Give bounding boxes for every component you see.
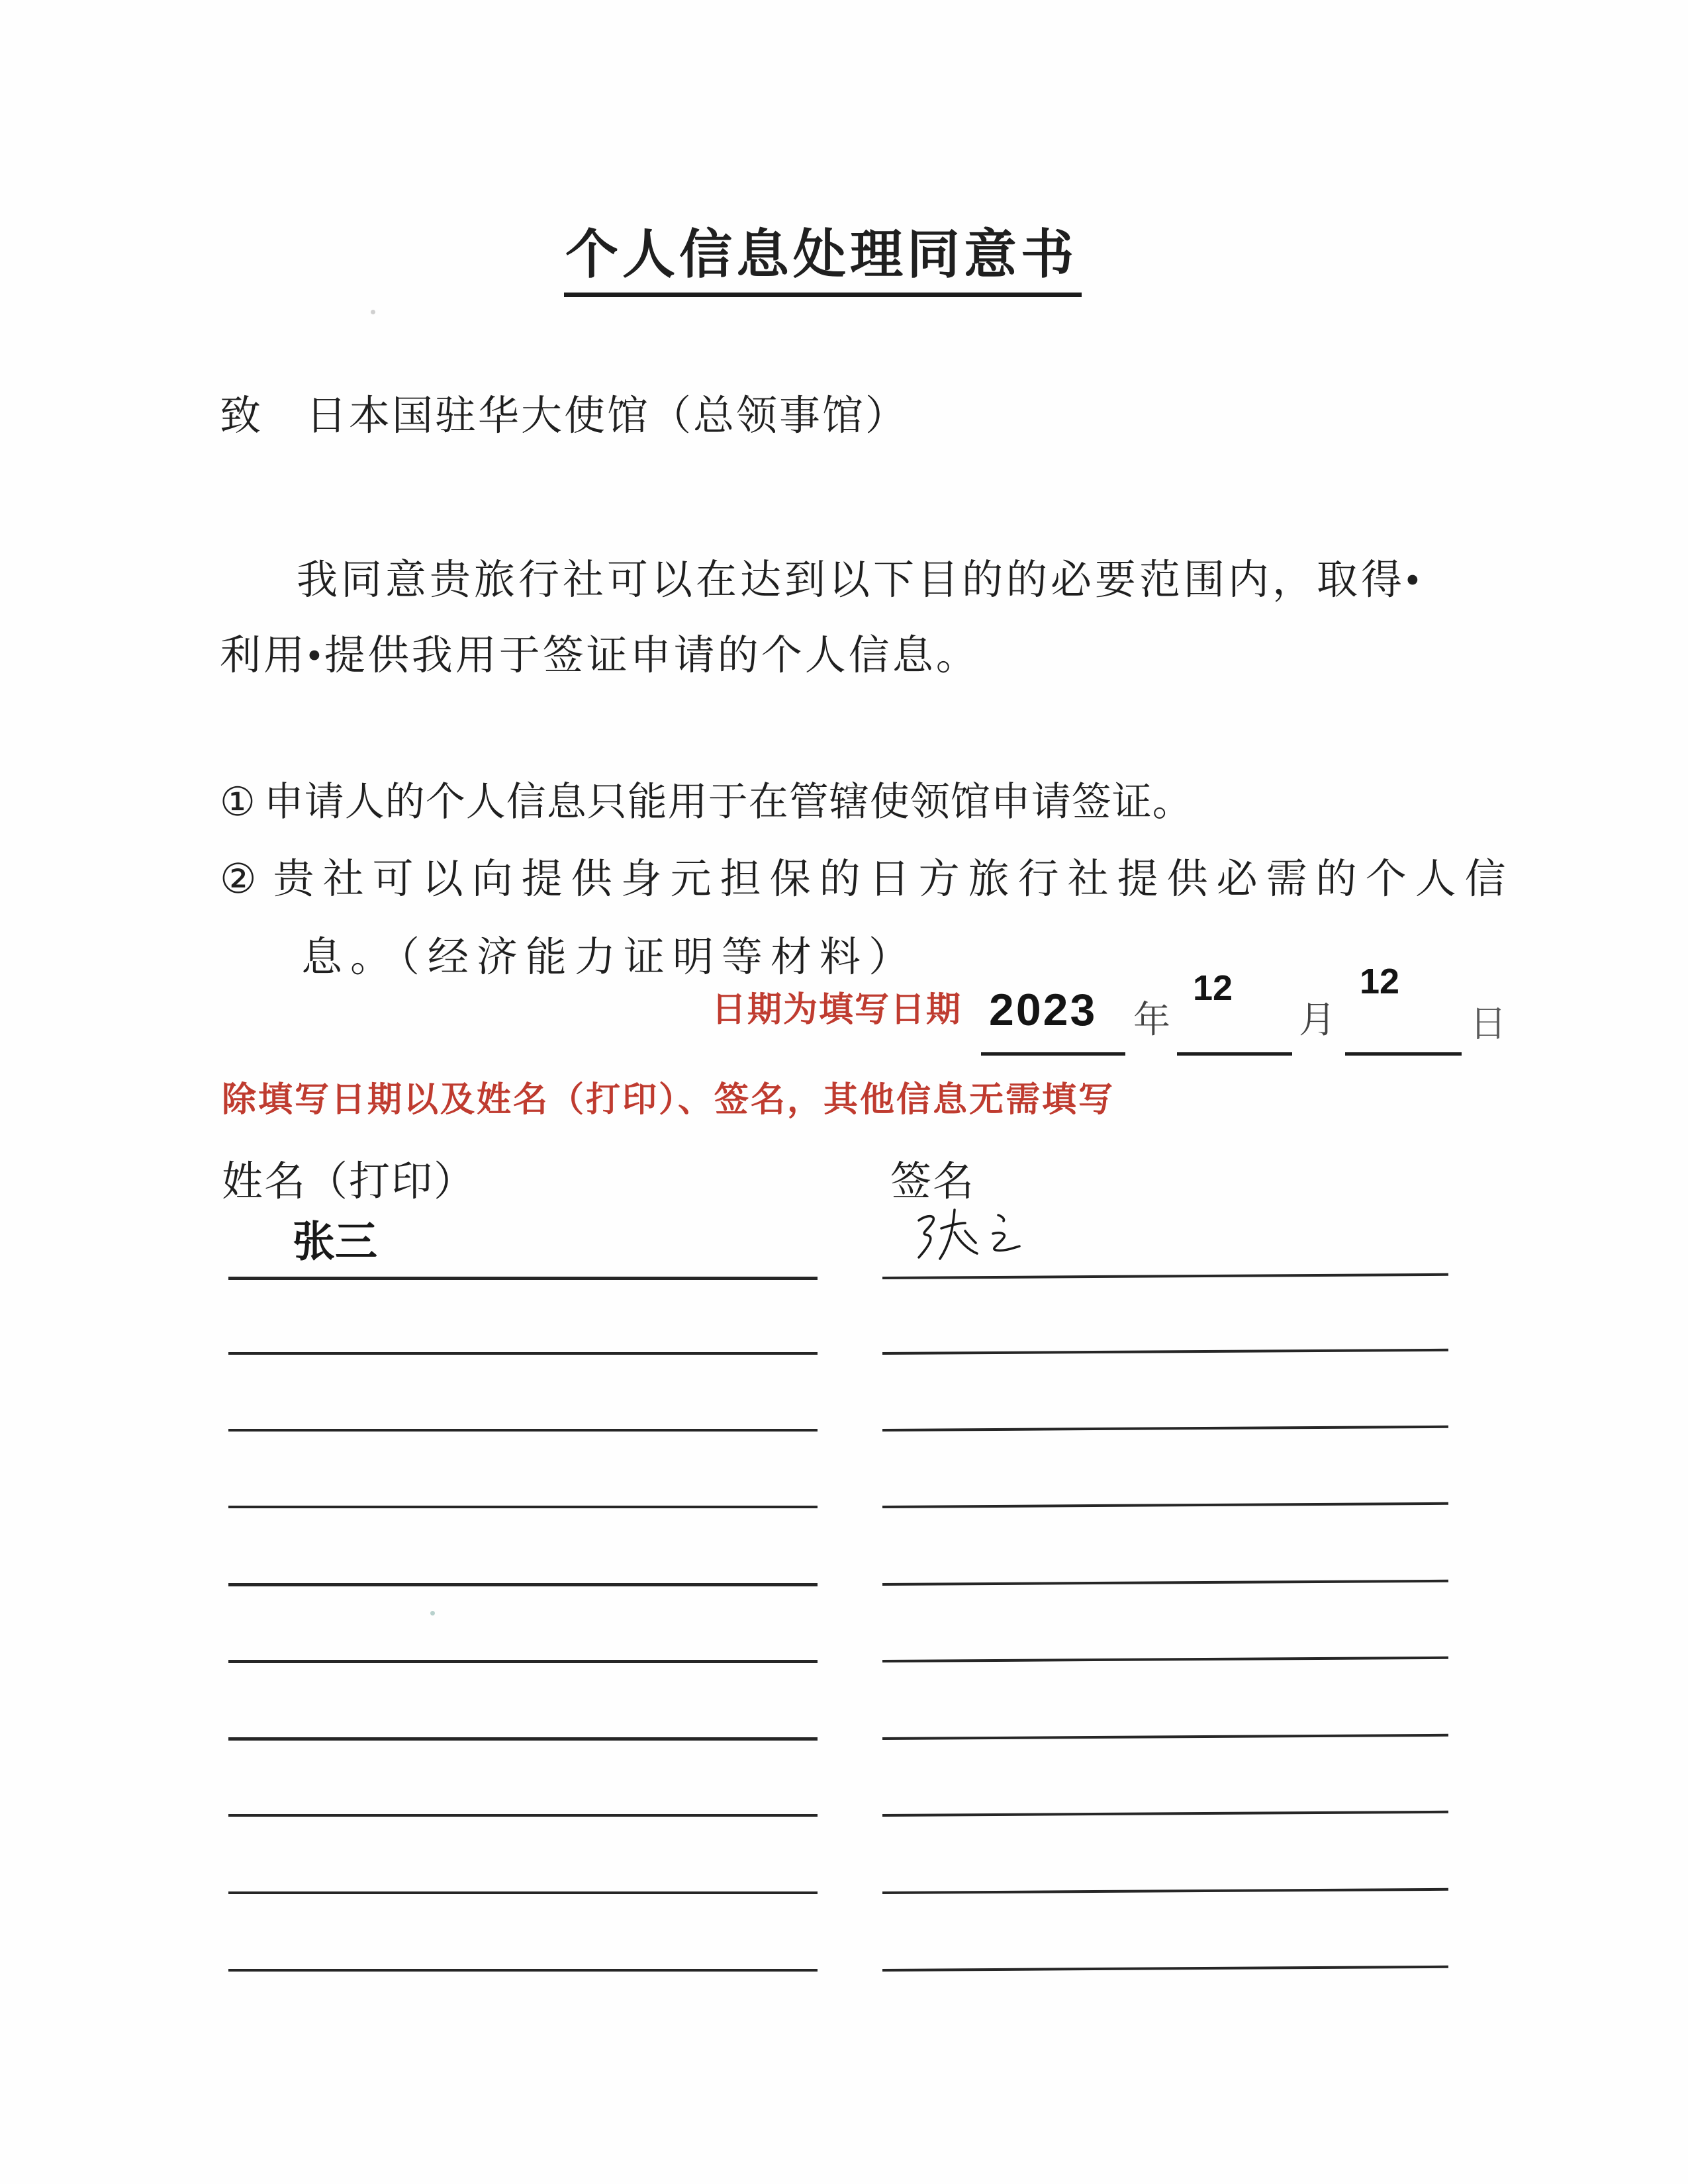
signature-line xyxy=(882,1966,1448,1972)
scan-speck xyxy=(430,1611,435,1615)
signature-line xyxy=(228,1583,818,1586)
signature-line xyxy=(882,1580,1448,1586)
term-item-2-line2: 息。（经济能力证明等材料） xyxy=(301,935,918,980)
signature-line xyxy=(228,1814,818,1817)
month-unit-label: 月 xyxy=(1299,1000,1336,1041)
consent-paragraph-line1: 我同意贵旅行社可以在达到以下目的的必要范围内，取得• xyxy=(297,558,1423,603)
signature-line xyxy=(882,1734,1448,1740)
signature-line xyxy=(228,1352,818,1355)
consent-paragraph-line2: 利用•提供我用于签证申请的个人信息。 xyxy=(220,633,980,678)
year-underline xyxy=(981,1052,1125,1056)
signature-line xyxy=(228,1969,818,1972)
signature-line xyxy=(228,1429,818,1432)
signature-line xyxy=(228,1506,818,1508)
term-2-text-line1: 贵社可以向提供身元担保的日方旅行社提供必需的个人信 xyxy=(273,857,1515,902)
signature-line xyxy=(882,1502,1448,1508)
signature-label: 签名 xyxy=(890,1160,976,1205)
signature-line xyxy=(228,1891,818,1894)
term-2-marker: ② xyxy=(220,857,265,902)
recipient-line: 致 日本国驻华大使馆（总领事馆） xyxy=(220,394,909,439)
term-item-1 xyxy=(220,782,1193,822)
month-underline xyxy=(1177,1052,1292,1056)
signature-line xyxy=(882,1888,1448,1894)
day-underline xyxy=(1345,1052,1462,1056)
day-unit-label: 日 xyxy=(1470,1004,1507,1045)
term-1-marker: ① xyxy=(220,780,256,824)
signature-line xyxy=(882,1426,1448,1432)
signature-line xyxy=(228,1737,818,1741)
date-annotation: 日期为填写日期 xyxy=(712,991,962,1029)
signature-line xyxy=(882,1811,1448,1817)
name-printed-label: 姓名（打印） xyxy=(222,1160,477,1205)
month-value: 12 xyxy=(1193,968,1233,1008)
signature-line xyxy=(228,1277,818,1280)
scan-speck xyxy=(371,310,375,314)
day-value: 12 xyxy=(1360,962,1400,1001)
term-1-text: 申请人的个人信息只能用于在管辖使领馆申请签证。 xyxy=(263,780,1193,824)
name-printed-value: 张三 xyxy=(293,1218,377,1265)
year-value: 2023 xyxy=(989,985,1098,1035)
signature-line xyxy=(228,1660,818,1663)
signature-line xyxy=(882,1657,1448,1662)
year-unit-label: 年 xyxy=(1133,1000,1170,1041)
signature-line xyxy=(882,1349,1448,1355)
term-item-2-line1 xyxy=(220,859,1515,900)
fill-instruction: 除填写日期以及姓名（打印）、签名，其他信息无需填写 xyxy=(222,1081,1115,1119)
page-title: 个人信息处理同意书 xyxy=(564,229,1082,297)
